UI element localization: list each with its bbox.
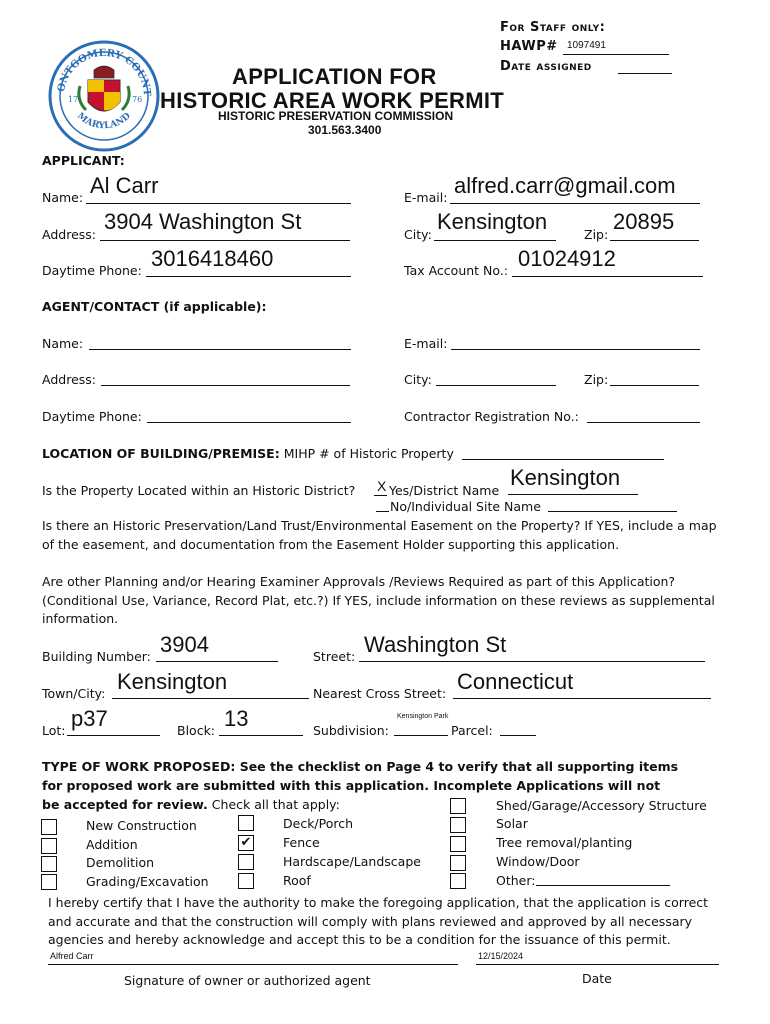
agent-phone-label: Daytime Phone: [42, 409, 142, 424]
building-number-line [156, 661, 278, 662]
hawp-label: HAWP# [500, 39, 558, 54]
agent-email-field[interactable] [451, 349, 700, 350]
parcel-field[interactable] [500, 735, 536, 736]
checkbox-roof[interactable] [238, 873, 254, 889]
district-yes-line [374, 495, 387, 496]
work-heading-accept: be accepted for review. [42, 797, 208, 812]
label-new-construction: New Construction [86, 818, 197, 833]
applicant-city-line [434, 240, 556, 241]
building-number-label: Building Number: [42, 649, 151, 664]
location-heading-row [42, 446, 454, 461]
town-field[interactable]: Kensington [117, 669, 228, 694]
label-deck-porch: Deck/Porch [283, 816, 354, 831]
label-tree: Tree removal/planting [496, 835, 633, 850]
district-name-field[interactable]: Kensington [510, 465, 621, 490]
agent-zip-field[interactable] [610, 385, 699, 386]
staff-heading: For Staff only: [500, 20, 606, 35]
applicant-email-field[interactable]: alfred.carr@gmail.com [454, 173, 676, 198]
checkbox-shed[interactable] [450, 798, 466, 814]
street-line [359, 661, 705, 662]
town-line [112, 698, 309, 699]
certification-text: I hereby certify that I have the authority to make the foregoing application, that the application is correct and accurate and that the construction will comply with plans reviewed and approved by all necessary agencies and hereby acknowledge and accept this to be a condition for the issuance of this permit. [48, 895, 709, 947]
label-solar: Solar [496, 816, 528, 831]
commission-phone: 301.563.3400 [308, 123, 382, 137]
checkbox-hardscape[interactable] [238, 854, 254, 870]
label-demolition: Demolition [86, 855, 155, 870]
date-assigned-label: Date assigned [500, 59, 592, 74]
applicant-phone-line [146, 276, 351, 277]
agent-address-label: Address: [42, 372, 96, 387]
subdivision-label: Subdivision: [313, 723, 389, 738]
hawp-line [563, 54, 669, 55]
approvals-text: Are other Planning and/or Hearing Examiner Approvals /Reviews Required as part of this Application? (Conditional Use, Variance, Record Plat, etc.?) If YES, include information on these reviews as supplemental information. [42, 574, 715, 626]
applicant-address-label: Address: [42, 227, 96, 242]
work-heading-line2: for proposed work are submitted with this application. Incomplete Applications will not [42, 778, 661, 793]
applicant-heading: APPLICANT: [42, 153, 125, 168]
block-line [219, 735, 303, 736]
mihp-field[interactable] [462, 459, 664, 460]
checkbox-other[interactable] [450, 873, 466, 889]
applicant-name-label: Name: [42, 190, 84, 205]
checkbox-solar[interactable] [450, 817, 466, 833]
checkbox-window-door[interactable] [450, 855, 466, 871]
seal-year-left: 17 [68, 95, 79, 104]
cross-street-line [453, 698, 711, 699]
individual-site-label: No/Individual Site Name [390, 499, 541, 514]
date-field[interactable]: 12/15/2024 [478, 951, 524, 961]
applicant-phone-field[interactable]: 3016418460 [151, 246, 274, 271]
tax-account-line [512, 276, 703, 277]
agent-phone-field[interactable] [147, 422, 351, 423]
checkbox-demolition[interactable] [41, 856, 57, 872]
applicant-zip-field[interactable]: 20895 [613, 209, 675, 234]
subdivision-line [394, 735, 448, 736]
seal-year-right: 76 [132, 95, 143, 104]
applicant-name-field[interactable]: Al Carr [90, 173, 159, 198]
tax-account-label: Tax Account No.: [404, 263, 509, 278]
applicant-city-label: City: [404, 227, 432, 242]
applicant-zip-label: Zip: [584, 227, 609, 242]
agent-heading: AGENT/CONTACT (if applicable): [42, 299, 267, 314]
checkbox-addition[interactable] [41, 838, 57, 854]
agent-zip-label: Zip: [584, 372, 609, 387]
label-window-door: Window/Door [496, 854, 580, 869]
contractor-field[interactable] [587, 422, 700, 423]
lot-line [67, 735, 160, 736]
applicant-phone-label: Daytime Phone: [42, 263, 142, 278]
district-yes-label: Yes/District Name [389, 483, 500, 498]
signature-label: Signature of owner or authorized agent [124, 973, 371, 988]
agent-email-label: E-mail: [404, 336, 448, 351]
work-heading-line3 [42, 797, 340, 812]
lot-field[interactable]: p37 [71, 706, 108, 731]
contractor-label: Contractor Registration No.: [404, 409, 579, 424]
hawp-value[interactable]: 1097491 [567, 40, 606, 51]
label-hardscape: Hardscape/Landscape [283, 854, 421, 869]
label-addition: Addition [86, 837, 138, 852]
individual-site-field[interactable] [548, 511, 677, 512]
applicant-city-field[interactable]: Kensington [437, 209, 548, 234]
seal-text-top: ONTGOMERY COUNT [56, 47, 153, 97]
check-all-label: Check all that apply: [211, 797, 340, 812]
tax-account-field[interactable]: 01024912 [518, 246, 616, 271]
checkbox-grading[interactable] [41, 874, 57, 890]
town-label: Town/City: [42, 686, 106, 701]
location-heading: LOCATION OF BUILDING/PREMISE: [42, 446, 280, 461]
district-question: Is the Property Located within an Historic District? [42, 483, 356, 498]
agent-address-field[interactable] [101, 385, 350, 386]
block-label: Block: [177, 723, 216, 738]
signature-field[interactable]: Alfred Carr [50, 951, 94, 961]
applicant-zip-line [610, 240, 699, 241]
date-label: Date [582, 971, 612, 986]
cross-street-field[interactable]: Connecticut [457, 669, 574, 694]
applicant-name-line [86, 203, 351, 204]
checkbox-deck-porch[interactable] [238, 815, 254, 831]
form-title-line2: HISTORIC AREA WORK PERMIT [160, 88, 505, 113]
seal-text-bottom: MARYLAND [75, 111, 133, 132]
checkbox-tree[interactable] [450, 836, 466, 852]
street-label: Street: [313, 649, 356, 664]
date-line [476, 964, 719, 965]
building-number-field[interactable]: 3904 [160, 632, 209, 657]
label-other: Other: [496, 873, 536, 888]
applicant-email-label: E-mail: [404, 190, 448, 205]
checkbox-fence[interactable]: ✔ [238, 835, 254, 851]
date-assigned-line[interactable] [618, 73, 672, 74]
commission-name: HISTORIC PRESERVATION COMMISSION [218, 109, 454, 123]
other-field[interactable] [536, 885, 670, 886]
label-roof: Roof [283, 873, 311, 888]
lot-label: Lot: [42, 723, 66, 738]
agent-name-label: Name: [42, 336, 84, 351]
applicant-email-line [450, 203, 700, 204]
agent-city-label: City: [404, 372, 432, 387]
individual-site-no-line[interactable] [376, 511, 389, 512]
applicant-address-field[interactable]: 3904 Washington St [104, 209, 302, 234]
street-field[interactable]: Washington St [364, 632, 507, 657]
agent-city-field[interactable] [436, 385, 556, 386]
parcel-label: Parcel: [451, 723, 493, 738]
label-grading: Grading/Excavation [86, 874, 209, 889]
signature-line [48, 964, 458, 965]
subdivision-field[interactable]: Kensington Park [397, 713, 449, 720]
county-seal [48, 40, 160, 152]
block-field[interactable]: 13 [224, 706, 249, 731]
easement-text: Is there an Historic Preservation/Land Trust/Environmental Easement on the Property? If YES, include a map of the easement, and documentation from the Easement Holder supporting this application. [42, 518, 717, 552]
form-title-line1: APPLICATION FOR [232, 64, 437, 89]
district-name-line [508, 494, 638, 495]
label-shed: Shed/Garage/Accessory Structure [496, 798, 707, 813]
agent-name-field[interactable] [89, 349, 351, 350]
mihp-label: MIHP # of Historic Property [283, 446, 454, 461]
cross-street-label: Nearest Cross Street: [313, 686, 447, 701]
work-heading-line1: TYPE OF WORK PROPOSED: See the checklist on Page 4 to verify that all supporting items [42, 759, 679, 774]
applicant-address-line [100, 240, 350, 241]
checkbox-new-construction[interactable] [41, 819, 57, 835]
label-fence: Fence [283, 835, 320, 850]
seal-graphic [48, 40, 160, 152]
district-yes-mark[interactable]: X [377, 478, 387, 494]
